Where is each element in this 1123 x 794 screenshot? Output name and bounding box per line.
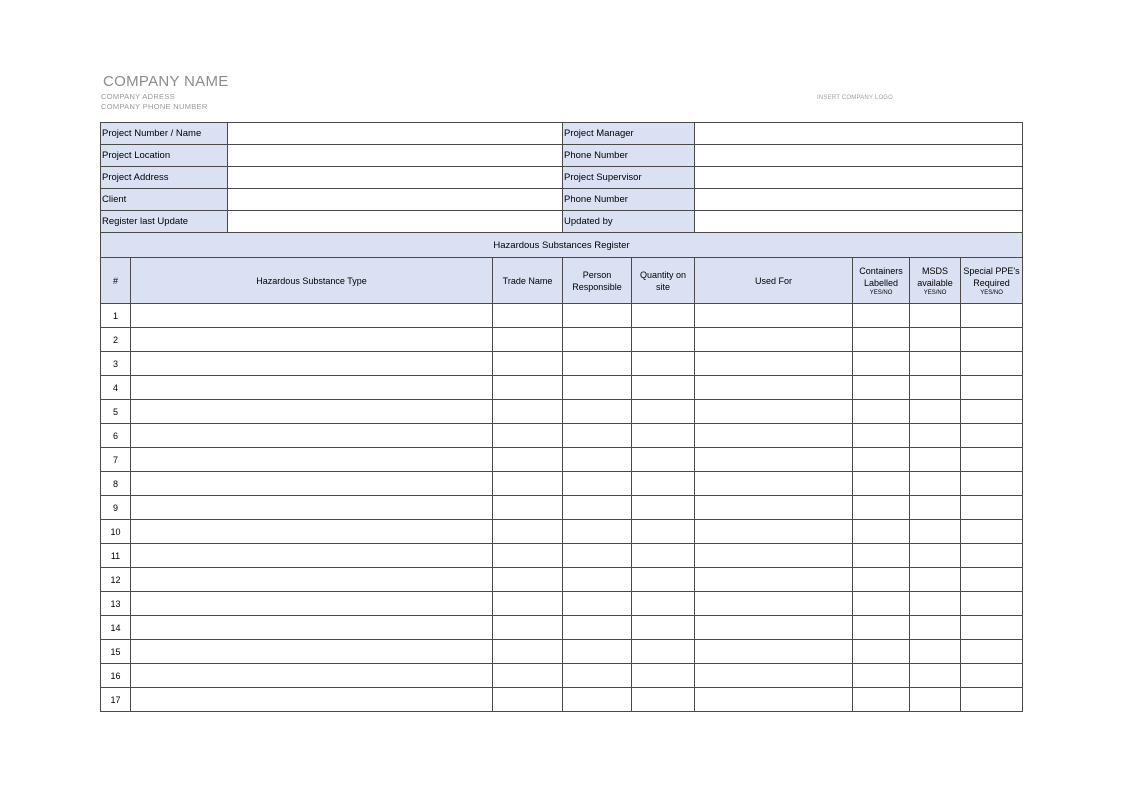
quantity-on-site-cell[interactable]	[632, 400, 695, 424]
msds-available-cell[interactable]	[910, 568, 961, 592]
register-row	[101, 688, 1023, 712]
msds-available-cell[interactable]	[910, 424, 961, 448]
register-row	[101, 568, 1023, 592]
used-for-cell[interactable]	[695, 304, 853, 328]
row-number: 17	[101, 688, 131, 712]
row-number: 5	[101, 400, 131, 424]
manager-phone-label: Phone Number	[563, 145, 695, 167]
register-row	[101, 400, 1023, 424]
row-number: 16	[101, 664, 131, 688]
row-number: 10	[101, 520, 131, 544]
quantity-on-site-cell[interactable]	[632, 568, 695, 592]
special-ppe-cell[interactable]	[961, 520, 1023, 544]
used-for-cell[interactable]	[695, 472, 853, 496]
col-header-trade-name: Trade Name	[493, 258, 563, 304]
info-row	[101, 167, 1023, 189]
person-responsible-cell[interactable]	[563, 616, 632, 640]
info-row	[101, 189, 1023, 211]
msds-available-cell[interactable]	[910, 400, 961, 424]
substance-type-cell[interactable]	[131, 424, 493, 448]
register-row	[101, 616, 1023, 640]
substance-type-cell[interactable]	[131, 472, 493, 496]
trade-name-cell[interactable]	[493, 400, 563, 424]
col-header-quantity-line1: Quantity on	[640, 269, 687, 280]
register-title: Hazardous Substances Register	[101, 233, 1023, 258]
special-ppe-cell[interactable]	[961, 568, 1023, 592]
project-location-label: Project Location	[101, 145, 228, 167]
person-responsible-cell[interactable]	[563, 424, 632, 448]
register-last-update-field[interactable]	[228, 211, 563, 233]
special-ppe-cell[interactable]	[961, 304, 1023, 328]
trade-name-cell[interactable]	[493, 688, 563, 712]
containers-labelled-cell[interactable]	[853, 328, 910, 352]
quantity-on-site-cell[interactable]	[632, 640, 695, 664]
client-label: Client	[101, 189, 228, 211]
register-last-update-label: Register last Update	[101, 211, 228, 233]
trade-name-cell[interactable]	[493, 472, 563, 496]
special-ppe-cell[interactable]	[961, 424, 1023, 448]
quantity-on-site-cell[interactable]	[632, 688, 695, 712]
person-responsible-cell[interactable]	[563, 520, 632, 544]
containers-labelled-cell[interactable]	[853, 544, 910, 568]
row-number: 3	[101, 352, 131, 376]
register-row	[101, 640, 1023, 664]
quantity-on-site-cell[interactable]	[632, 664, 695, 688]
project-supervisor-label: Project Supervisor	[563, 167, 695, 189]
msds-available-cell[interactable]	[910, 352, 961, 376]
info-row	[101, 123, 1023, 145]
msds-available-cell[interactable]	[910, 664, 961, 688]
trade-name-cell[interactable]	[493, 424, 563, 448]
msds-available-cell[interactable]	[910, 448, 961, 472]
col-header-substance-type: Hazardous Substance Type	[131, 258, 493, 304]
project-number-field[interactable]	[228, 123, 563, 145]
project-address-label: Project Address	[101, 167, 228, 189]
quantity-on-site-cell[interactable]	[632, 328, 695, 352]
project-manager-field[interactable]	[695, 123, 1023, 145]
containers-labelled-cell[interactable]	[853, 352, 910, 376]
msds-available-cell[interactable]	[910, 376, 961, 400]
person-responsible-cell[interactable]	[563, 472, 632, 496]
info-row	[101, 211, 1023, 233]
substance-type-cell[interactable]	[131, 520, 493, 544]
row-number: 4	[101, 376, 131, 400]
containers-labelled-cell[interactable]	[853, 472, 910, 496]
project-number-label: Project Number / Name	[101, 123, 228, 145]
used-for-cell[interactable]	[695, 664, 853, 688]
special-ppe-cell[interactable]	[961, 328, 1023, 352]
row-number: 1	[101, 304, 131, 328]
quantity-on-site-cell[interactable]	[632, 376, 695, 400]
quantity-on-site-cell[interactable]	[632, 304, 695, 328]
row-number: 12	[101, 568, 131, 592]
special-ppe-cell[interactable]	[961, 592, 1023, 616]
special-ppe-cell[interactable]	[961, 352, 1023, 376]
special-ppe-cell[interactable]	[961, 664, 1023, 688]
company-name: COMPANY NAME	[103, 73, 229, 90]
msds-available-cell[interactable]	[910, 496, 961, 520]
containers-labelled-cell[interactable]	[853, 424, 910, 448]
special-ppe-cell[interactable]	[961, 472, 1023, 496]
msds-available-cell[interactable]	[910, 472, 961, 496]
trade-name-cell[interactable]	[493, 304, 563, 328]
used-for-cell[interactable]	[695, 544, 853, 568]
trade-name-cell[interactable]	[493, 592, 563, 616]
msds-available-cell[interactable]	[910, 328, 961, 352]
containers-labelled-cell[interactable]	[853, 304, 910, 328]
trade-name-cell[interactable]	[493, 664, 563, 688]
substance-type-cell[interactable]	[131, 328, 493, 352]
used-for-cell[interactable]	[695, 640, 853, 664]
used-for-cell[interactable]	[695, 616, 853, 640]
col-header-msds-yes-no: YES/NO	[923, 289, 947, 296]
person-responsible-cell[interactable]	[563, 448, 632, 472]
supervisor-phone-field[interactable]	[695, 189, 1023, 211]
trade-name-cell[interactable]	[493, 616, 563, 640]
company-phone: COMPANY PHONE NUMBER	[101, 102, 208, 111]
row-number: 8	[101, 472, 131, 496]
hazardous-substances-register-table	[100, 122, 1023, 712]
register-title-row	[101, 233, 1023, 258]
used-for-cell[interactable]	[695, 496, 853, 520]
row-number: 15	[101, 640, 131, 664]
company-address: COMPANY ADRESS	[101, 92, 175, 101]
company-logo-placeholder: INSERT COMPANY LOGO	[817, 95, 894, 101]
special-ppe-cell[interactable]	[961, 376, 1023, 400]
register-row	[101, 472, 1023, 496]
client-field[interactable]	[228, 189, 563, 211]
col-header-containers-line2: Labelled	[864, 277, 899, 288]
used-for-cell[interactable]	[695, 400, 853, 424]
used-for-cell[interactable]	[695, 376, 853, 400]
used-for-cell[interactable]	[695, 688, 853, 712]
containers-labelled-cell[interactable]	[853, 688, 910, 712]
updated-by-field[interactable]	[695, 211, 1023, 233]
used-for-cell[interactable]	[695, 520, 853, 544]
msds-available-cell[interactable]	[910, 640, 961, 664]
person-responsible-cell[interactable]	[563, 400, 632, 424]
project-manager-label: Project Manager	[563, 123, 695, 145]
containers-labelled-cell[interactable]	[853, 496, 910, 520]
special-ppe-cell[interactable]	[961, 640, 1023, 664]
col-header-used-for: Used For	[695, 258, 853, 304]
containers-labelled-cell[interactable]	[853, 616, 910, 640]
person-responsible-cell[interactable]	[563, 328, 632, 352]
register-row	[101, 664, 1023, 688]
register-row	[101, 352, 1023, 376]
used-for-cell[interactable]	[695, 352, 853, 376]
msds-available-cell[interactable]	[910, 304, 961, 328]
trade-name-cell[interactable]	[493, 448, 563, 472]
substance-type-cell[interactable]	[131, 592, 493, 616]
used-for-cell[interactable]	[695, 568, 853, 592]
trade-name-cell[interactable]	[493, 640, 563, 664]
col-header-containers-yes-no: YES/NO	[869, 289, 893, 296]
row-number: 11	[101, 544, 131, 568]
containers-labelled-cell[interactable]	[853, 664, 910, 688]
quantity-on-site-cell[interactable]	[632, 352, 695, 376]
substance-type-cell[interactable]	[131, 640, 493, 664]
col-header-msds-line1: MSDS	[922, 265, 949, 276]
special-ppe-cell[interactable]	[961, 616, 1023, 640]
person-responsible-cell[interactable]	[563, 352, 632, 376]
msds-available-cell[interactable]	[910, 592, 961, 616]
project-supervisor-field[interactable]	[695, 167, 1023, 189]
containers-labelled-cell[interactable]	[853, 448, 910, 472]
col-header-quantity-line2: site	[656, 281, 671, 292]
col-header-person-responsible	[563, 258, 632, 304]
containers-labelled-cell[interactable]	[853, 592, 910, 616]
substance-type-cell[interactable]	[131, 352, 493, 376]
row-number: 14	[101, 616, 131, 640]
col-header-special-ppe	[961, 258, 1023, 304]
register-row	[101, 520, 1023, 544]
containers-labelled-cell[interactable]	[853, 520, 910, 544]
used-for-cell[interactable]	[695, 592, 853, 616]
register-row	[101, 496, 1023, 520]
info-row	[101, 145, 1023, 167]
quantity-on-site-cell[interactable]	[632, 496, 695, 520]
col-header-person-line1: Person	[582, 269, 612, 280]
trade-name-cell[interactable]	[493, 544, 563, 568]
msds-available-cell[interactable]	[910, 616, 961, 640]
containers-labelled-cell[interactable]	[853, 568, 910, 592]
substance-type-cell[interactable]	[131, 616, 493, 640]
msds-available-cell[interactable]	[910, 520, 961, 544]
col-header-msds-available	[910, 258, 961, 304]
row-number: 7	[101, 448, 131, 472]
col-header-msds-line2: available	[917, 277, 953, 288]
col-header-person-line2: Responsible	[572, 281, 622, 292]
special-ppe-cell[interactable]	[961, 496, 1023, 520]
containers-labelled-cell[interactable]	[853, 400, 910, 424]
person-responsible-cell[interactable]	[563, 640, 632, 664]
row-number: 9	[101, 496, 131, 520]
register-row	[101, 544, 1023, 568]
substance-type-cell[interactable]	[131, 448, 493, 472]
col-header-ppe-line1: Special PPE's	[963, 265, 1020, 276]
used-for-cell[interactable]	[695, 424, 853, 448]
row-number: 2	[101, 328, 131, 352]
substance-type-cell[interactable]	[131, 400, 493, 424]
person-responsible-cell[interactable]	[563, 496, 632, 520]
col-header-containers-line1: Containers	[859, 265, 903, 276]
substance-type-cell[interactable]	[131, 496, 493, 520]
substance-type-cell[interactable]	[131, 664, 493, 688]
column-header-row	[101, 258, 1023, 304]
quantity-on-site-cell[interactable]	[632, 472, 695, 496]
register-row	[101, 376, 1023, 400]
quantity-on-site-cell[interactable]	[632, 424, 695, 448]
substance-type-cell[interactable]	[131, 376, 493, 400]
project-location-field[interactable]	[228, 145, 563, 167]
substance-type-cell[interactable]	[131, 304, 493, 328]
register-row	[101, 448, 1023, 472]
col-header-ppe-yes-no: YES/NO	[980, 289, 1003, 296]
trade-name-cell[interactable]	[493, 496, 563, 520]
substance-type-cell[interactable]	[131, 688, 493, 712]
person-responsible-cell[interactable]	[563, 664, 632, 688]
register-body	[101, 304, 1023, 712]
used-for-cell[interactable]	[695, 328, 853, 352]
used-for-cell[interactable]	[695, 448, 853, 472]
trade-name-cell[interactable]	[493, 328, 563, 352]
quantity-on-site-cell[interactable]	[632, 544, 695, 568]
person-responsible-cell[interactable]	[563, 688, 632, 712]
updated-by-label: Updated by	[563, 211, 695, 233]
register-row	[101, 304, 1023, 328]
register-row	[101, 424, 1023, 448]
special-ppe-cell[interactable]	[961, 688, 1023, 712]
row-number: 6	[101, 424, 131, 448]
quantity-on-site-cell[interactable]	[632, 616, 695, 640]
project-address-field[interactable]	[228, 167, 563, 189]
quantity-on-site-cell[interactable]	[632, 520, 695, 544]
quantity-on-site-cell[interactable]	[632, 448, 695, 472]
special-ppe-cell[interactable]	[961, 448, 1023, 472]
msds-available-cell[interactable]	[910, 688, 961, 712]
special-ppe-cell[interactable]	[961, 400, 1023, 424]
trade-name-cell[interactable]	[493, 520, 563, 544]
trade-name-cell[interactable]	[493, 376, 563, 400]
substance-type-cell[interactable]	[131, 544, 493, 568]
row-number: 13	[101, 592, 131, 616]
special-ppe-cell[interactable]	[961, 544, 1023, 568]
col-header-containers-labelled	[853, 258, 910, 304]
substance-type-cell[interactable]	[131, 568, 493, 592]
containers-labelled-cell[interactable]	[853, 640, 910, 664]
manager-phone-field[interactable]	[695, 145, 1023, 167]
person-responsible-cell[interactable]	[563, 568, 632, 592]
person-responsible-cell[interactable]	[563, 544, 632, 568]
person-responsible-cell[interactable]	[563, 376, 632, 400]
msds-available-cell[interactable]	[910, 544, 961, 568]
person-responsible-cell[interactable]	[563, 304, 632, 328]
col-header-number: #	[101, 258, 131, 304]
person-responsible-cell[interactable]	[563, 592, 632, 616]
col-header-quantity-on-site	[632, 258, 695, 304]
containers-labelled-cell[interactable]	[853, 376, 910, 400]
col-header-ppe-line2: Required	[973, 277, 1010, 288]
trade-name-cell[interactable]	[493, 352, 563, 376]
trade-name-cell[interactable]	[493, 568, 563, 592]
register-row	[101, 592, 1023, 616]
register-row	[101, 328, 1023, 352]
supervisor-phone-label: Phone Number	[563, 189, 695, 211]
quantity-on-site-cell[interactable]	[632, 592, 695, 616]
